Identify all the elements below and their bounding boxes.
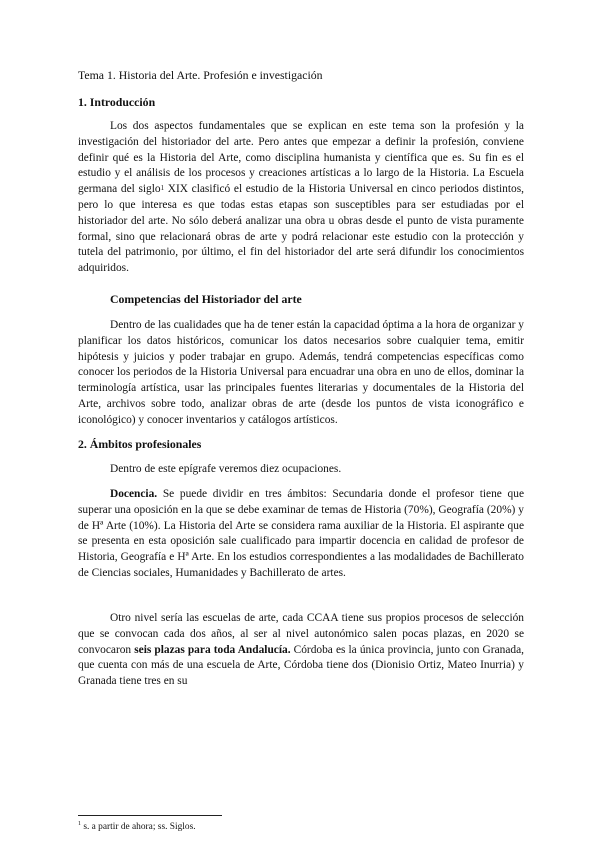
footnote-reference: 1 — [160, 184, 165, 193]
ambitos-intro-text: Dentro de este epígrafe veremos diez ocupaciones. — [110, 463, 342, 475]
subheading-competencias: Competencias del Historiador del arte — [110, 292, 302, 306]
footnote — [78, 822, 196, 832]
competencias-text: Dentro de las cualidades que ha de tener están la capacidad óptima a la hora de organizar y planificar los datos históricos, comunicar los datos necesarios sobre cualquier tema, emitir hipótesis y juicios y poder trabajar en grupo. Además, tendrá competencias específicas como conocer los periodos de la Historia Universal para encuadrar una obra en uno de ellos, dominar la terminología artística, usar las principales fuentes literarias y documentales de la Historia del Arte, archivos sobre todo, analizar obras de arte (desde los puntos de vista iconográfico e iconológico) y conocer inventarios y catálogos artísticos. — [78, 319, 524, 426]
docencia-label: Docencia. — [110, 488, 158, 500]
footnote-text: s. a partir de ahora; ss. Siglos. — [83, 822, 196, 832]
escuelas-paragraph — [78, 611, 524, 690]
intro-paragraph — [78, 119, 524, 277]
escuelas-bold-text: seis plazas para toda Andalucía. — [134, 643, 291, 656]
intro-text-part1: Los dos aspectos fundamentales que se explican en este tema son la profesión y la investigación del historiador del arte. Pero antes que empezar a definir la profesión, conviene definir qué es la Historia del Arte, como disciplina humanista y científica que es. Su fin es el estudio y el análisis de los procesos y creaciones artísticas a lo largo de la Historia. La Escuela germana del siglo — [78, 120, 524, 196]
docencia-text: Se puede dividir en tres ámbitos: Secundaria donde el profesor tiene que superar una oposición en la que se debe examinar de temas de Historia (70%), Geografía (20%) y de Hª Arte (10%). La Historia del Arte se considera rama auxiliar de la Historia. El aspirante que se presenta en esta oposición sale cualificado para impartir docencia en calidad de profesor de Historia, Geografía e Hª Arte. En los estudios correspondientes a las modalidades de Bachillerato de Ciencias sociales, Humanidades y Bachillerato de artes. — [78, 488, 524, 579]
escuelas-text-part1: Otro nivel sería las escuelas de arte, cada CCAA tiene sus propios procesos de selección que se convocan cada dos años, al ser al nivel autonómico salen pocas plazas, en 2020 se convocaron — [78, 612, 524, 656]
ambitos-intro-paragraph — [78, 462, 524, 478]
escuelas-text-part2: Córdoba es la única provincia, junto con Granada, que cuenta con más de una escuela de Arte, Córdoba tiene dos (Dionisio Ortiz, Mateo Inurria) y Granada tiene tres en su — [78, 643, 524, 688]
section-heading-ambitos: 2. Ámbitos profesionales — [78, 437, 202, 451]
document-title: Tema 1. Historia del Arte. Profesión e investigación — [78, 68, 323, 82]
docencia-paragraph — [78, 487, 524, 582]
intro-text-part2: XIX clasificó el estudio de la Historia Universal en cinco periodos distintos, pero lo que interesa es que todas estas etapas son susceptibles para ser estudiadas por el historiador del arte. No sólo deberá analizar una obra u obras desde el punto de vista puramente formal, sino que relacionará obras de arte y podrá relacionar este estudio con la protección y tutela del patrimonio, por último, el fin del historiador del arte será difundir los conocimientos adquiridos. — [78, 183, 524, 275]
footnote-separator — [78, 815, 222, 816]
footnote-marker: 1 — [78, 821, 81, 827]
section-heading-introduccion: 1. Introducción — [78, 95, 156, 109]
competencias-paragraph — [78, 318, 524, 429]
